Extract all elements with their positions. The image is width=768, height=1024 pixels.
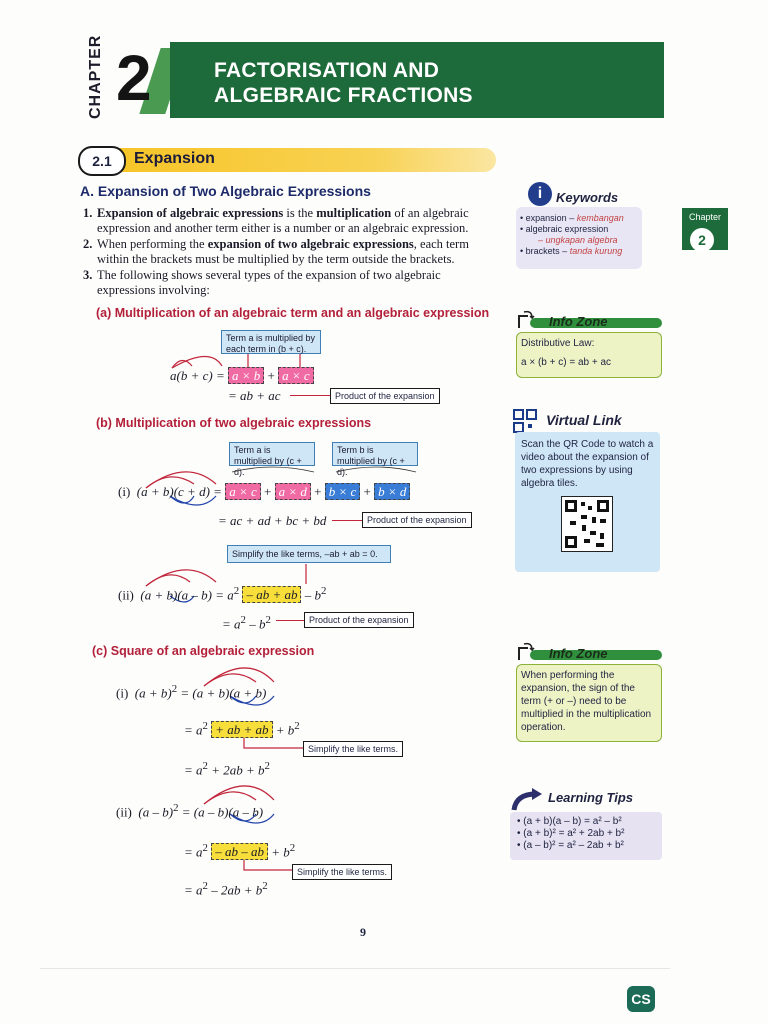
qr-code[interactable]: [561, 496, 613, 552]
simplify-label: Simplify the like terms.: [292, 864, 392, 880]
arrow-line: [332, 520, 362, 521]
list-item: • algebraic expression: [520, 224, 609, 234]
keywords-title: Keywords: [556, 190, 619, 205]
qr-code-icon: [513, 409, 539, 433]
part-b-heading: (b) Multiplication of two algebraic expressions: [96, 416, 372, 430]
product-label: Product of the expansion: [362, 512, 472, 528]
chapter-side-tab: [682, 208, 728, 250]
learning-tips-list: [517, 816, 624, 852]
footer-divider: [40, 968, 670, 969]
point-3: 3. The following shows several types of the expansion of two algebraic expressions involving:: [83, 268, 441, 297]
distributive-law-label: Distributive Law:: [521, 338, 595, 349]
subsection-heading: A. Expansion of Two Algebraic Expressions: [80, 183, 371, 199]
product-label: Product of the expansion: [304, 612, 414, 628]
chapter-label: CHAPTER: [87, 34, 104, 119]
part-c-i-step: = $a^2$ + ab + ab + $b^2$: [184, 720, 300, 738]
chapter-number: 2: [116, 42, 152, 114]
arrow-line: [290, 395, 330, 396]
term-b-times-c: b × c: [325, 483, 361, 500]
part-a-heading: (a) Multiplication of an algebraic term and an algebraic expression: [96, 306, 490, 320]
info-zone-title: Info Zone: [549, 646, 608, 661]
product-label: Product of the expansion: [330, 388, 440, 404]
part-c-heading: (c) Square of an algebraic expression: [92, 644, 315, 658]
part-c-ii-equation: (ii) (a – b)$^2$ = (a – b)(a – b): [116, 802, 264, 820]
part-c-i-result: = $a^2 + 2ab + b^2$: [184, 760, 270, 778]
chapter-title-line1: FACTORISATION AND: [214, 59, 440, 82]
learning-tips-title: Learning Tips: [548, 790, 633, 805]
part-a-callout: Term a is multiplied by each term in (b + c).: [221, 330, 321, 354]
part-c-ii-result: = $a^2 - 2ab + b^2$: [184, 880, 268, 898]
term-b-times-d: b × d: [374, 483, 410, 500]
info-zone-text: When performing the expansion, the sign of the term (+ or –) need to be multiplied in the multiplication operation.: [521, 670, 652, 733]
chapter-title: [214, 58, 473, 108]
list-item: – ungkapan algebra: [538, 235, 618, 245]
virtual-link-text: Scan the QR Code to watch a video about the expansion of two expressions by using algebra tiles.: [521, 439, 654, 489]
part-c-i-equation: (i) $(a + b)^2 = (a + b)(a + b)$: [116, 683, 267, 701]
part-c-ii-step: = $a^2$ – ab – ab + $b^2$: [184, 842, 296, 860]
part-a-result: = ab + ac: [228, 388, 281, 403]
part-b-i-result: = ac + ad + bc + bd: [218, 513, 327, 528]
cancelling-terms: – ab + ab: [242, 586, 301, 603]
simplify-label: Simplify the like terms.: [303, 741, 403, 757]
term-a-times-b: a × b: [228, 367, 264, 384]
point-1: 1. Expansion of algebraic expressions is the multiplication of an algebraic expression and another term either is a number or an algebraic expression.: [83, 206, 469, 235]
part-b-ii-equation: (ii) $(a + b)(a - b) = a^2$ – ab + ab – $b^2$: [118, 585, 327, 603]
part-b-callout-b: Term b is multiplied by (c + d).: [332, 442, 418, 466]
like-terms: – ab – ab: [211, 843, 268, 860]
point-2: 2. When performing the expansion of two algebraic expressions, each term within the brackets must be multiplied by the term outside the brackets.: [83, 237, 469, 266]
watermark-logo: CS: [627, 986, 655, 1012]
part-b-ii-result: = $a^2 - b^2$: [222, 614, 271, 632]
list-item: • (a + b)² = a² + 2ab + b²: [517, 828, 625, 839]
info-zone-title: Info Zone: [549, 314, 608, 329]
chapter-title-line2: ALGEBRAIC FRACTIONS: [214, 84, 473, 107]
section-title: Expansion: [134, 150, 215, 167]
section-number: 2.1: [78, 146, 126, 176]
term-a-times-c: a × c: [278, 367, 314, 384]
keywords-list: [520, 213, 624, 257]
info-zone-box: [516, 664, 662, 742]
like-terms: + ab + ab: [211, 721, 272, 738]
list-item: • (a – b)² = a² – 2ab + b²: [517, 840, 624, 851]
info-zone-box: [516, 332, 662, 378]
info-icon: i: [528, 182, 552, 206]
part-a-equation: a(b + c) = a × b + a × c: [170, 368, 314, 384]
virtual-link-title: Virtual Link: [546, 412, 622, 428]
list-item: • (a + b)(a – b) = a² – b²: [517, 816, 622, 827]
learning-tips-arrow-icon: [510, 786, 546, 812]
arrow-line: [276, 620, 304, 621]
list-item: • expansion – kembangan: [520, 213, 624, 223]
page-number: 9: [360, 925, 366, 939]
simplify-callout: Simplify the like terms, –ab + ab = 0.: [227, 545, 391, 563]
distributive-law-formula: a × (b + c) = ab + ac: [521, 357, 612, 368]
term-a-times-c: a × c: [225, 483, 261, 500]
part-b-callout-a: Term a is multiplied by (c + d).: [229, 442, 315, 466]
list-item: • brackets – tanda kurung: [520, 246, 623, 256]
side-tab-label: Chapter: [688, 212, 722, 222]
part-b-i-equation: (i) (a + b)(c + d) = a × c + a × d + b × c + b × d: [118, 484, 410, 500]
side-tab-number: 2: [690, 228, 714, 252]
term-a-times-d: a × d: [275, 483, 311, 500]
